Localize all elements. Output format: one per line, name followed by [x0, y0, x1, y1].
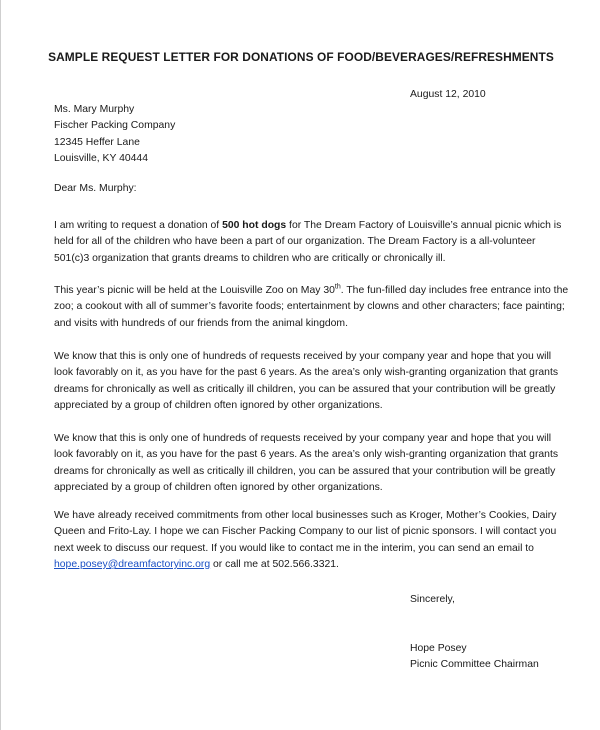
signer-title: Picnic Committee Chairman	[410, 659, 539, 671]
paragraph-line: We know that this is only one of hundreds of requests received by your company year and hope that you will	[54, 433, 552, 444]
paragraph-line: zoo; a cookout with all of summer’s favorite foods; entertainment by clowns and other characters; face painting;	[54, 301, 565, 313]
paragraph-line: appreciated by a group of children often ignored by other organizations.	[54, 399, 383, 411]
paragraph-line: look favorably on it, as you have for the past 6 years. As the area’s only wish-granting organization that grants	[54, 449, 559, 461]
text-span: I am writing to request a donation of	[54, 220, 223, 231]
paragraph-request	[54, 218, 562, 267]
recipient-street: 12345 Heffer Lane	[54, 136, 140, 148]
letter-title: SAMPLE REQUEST LETTER FOR DONATIONS OF FOOD/BEVERAGES/REFRESHMENTS	[48, 50, 554, 64]
paragraph-line	[54, 218, 562, 234]
recipient-city: Louisville, KY 40444	[54, 152, 148, 164]
paragraph-line	[54, 283, 569, 299]
recipient-company: Fischer Packing Company	[54, 120, 176, 132]
paragraph-line: 501(c)3 organization that grants dreams to children who are critically or chronically ill.	[54, 252, 446, 264]
donation-amount: 500 hot dogs	[222, 220, 287, 231]
paragraph-line: appreciated by a group of children often ignored by other organizations.	[54, 481, 383, 493]
signer-name: Hope Posey	[410, 643, 467, 654]
ordinal-suffix: th	[334, 283, 341, 291]
paragraph-line: next week to discuss our request. If you would like to contact me in the interim, you can send an email to	[54, 542, 534, 554]
paragraph-line: We know that this is only one of hundreds of requests received by your company year and hope that you will	[54, 351, 552, 362]
salutation: Dear Ms. Murphy:	[54, 183, 137, 194]
paragraph-line	[54, 557, 554, 573]
text-span: for The Dream Factory of Louisville’s annual picnic which is	[286, 220, 562, 231]
recipient-name: Ms. Mary Murphy	[54, 104, 135, 115]
paragraph-line: and visits with hundreds of our friends from the animal kingdom.	[54, 317, 348, 329]
paragraph-line: dreams for chronically as well as critically ill children, you can be assured that your contribution will be greatly	[54, 465, 556, 477]
text-span: This year’s picnic will be held at the Louisville Zoo on May 30	[54, 285, 335, 296]
paragraph-line: look favorably on it, as you have for the past 6 years. As the area’s only wish-granting organization that grants	[54, 367, 559, 379]
text-span: . The fun-filled day includes free entrance into the	[340, 285, 569, 296]
text-span: or call me at 502.566.3321.	[210, 558, 339, 570]
paragraph-line: We have already received commitments from other local businesses such as Kroger, Mother’s Cookies, Dairy	[54, 510, 557, 521]
paragraph-appeal-repeat	[54, 431, 559, 496]
email-link[interactable]: hope.posey@dreamfactoryinc.org	[54, 558, 211, 570]
signature-block	[410, 641, 539, 674]
paragraph-appeal	[54, 349, 559, 414]
recipient-address	[54, 102, 175, 167]
paragraph-event	[54, 283, 569, 332]
paragraph-line: Queen and Frito-Lay. I hope we can Fischer Packing Company to our list of picnic sponsors. I will contact you	[54, 526, 557, 538]
paragraph-line: held for all of the children who have been a part of our organization. The Dream Factory is a all-volunteer	[54, 236, 536, 248]
letter-date: August 12, 2010	[410, 89, 486, 100]
paragraph-contact	[54, 508, 557, 573]
closing: Sincerely,	[410, 594, 455, 605]
paragraph-line: dreams for chronically as well as critically ill children, you can be assured that your contribution will be greatly	[54, 383, 556, 395]
